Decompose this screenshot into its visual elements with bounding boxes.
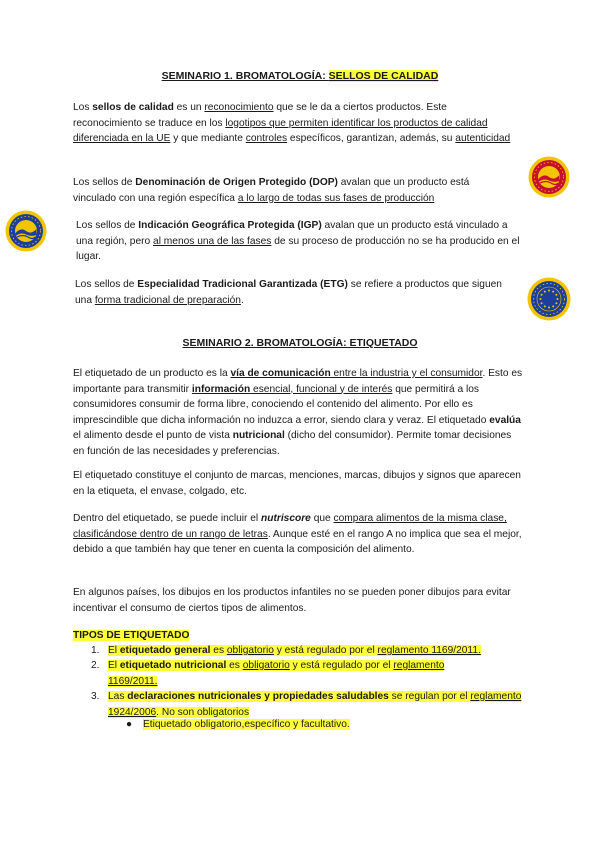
list-item-general-labeling: El etiquetado general es obligatorio y está regulado por el reglamento 1169/2011. <box>108 645 481 656</box>
dop-paragraph: Los sellos de Denominación de Origen Protegido (DOP) avalan que un producto está vinculado con una región específica a lo largo de todas sus fases de producción <box>73 177 470 204</box>
seals-intro-paragraph: Los sellos de calidad es un reconocimiento que se le da a ciertos productos. Este reconocimiento se traduce en los logotipos que permiten identificar los productos de calidad diferenciada en la UE y que mediante controles específicos, garantizan, además, su autenticidad <box>73 102 511 144</box>
seminar2-title: SEMINARIO 2. BROMATOLOGÍA: ETIQUETADO <box>182 337 418 349</box>
list-item-number-2: 2. <box>91 660 100 671</box>
nutriscore-paragraph: Dentro del etiquetado, se puede incluir el nutriscore que compara alimentos de la misma clase, clasificándose dentro de un rango de letras. Aunque esté en el rango A no implica que sea el mejor, debido a que también hay que tener en cuenta la composición del alimento. <box>73 513 522 555</box>
seminar1-title-prefix: SEMINARIO 1. BROMATOLOGÍA: <box>161 70 329 82</box>
list-item-number-3: 3. <box>91 691 100 702</box>
seminar1-title-highlight: SELLOS DE CALIDAD <box>328 70 439 82</box>
seminar1-title <box>0 70 600 82</box>
list-item-health-claims: Las declaraciones nutricionales y propiedades saludables se regulan por el reglamento 1924/2006. No son obligatorios <box>108 691 522 718</box>
sub-list-item: Etiquetado obligatorio,específico y facultativo. <box>143 719 350 730</box>
labeling-definition-paragraph: El etiquetado constituye el conjunto de marcas, menciones, marcas, dibujos y signos que aparecen en la etiqueta, el envase, colgado, etc. <box>73 470 521 497</box>
etg-paragraph: Los sellos de Especialidad Tradicional Garantizada (ETG) se refiere a productos que siguen una forma tradicional de preparación. <box>75 279 502 306</box>
igp-seal-icon <box>5 210 47 252</box>
tipos-heading: TIPOS DE ETIQUETADO <box>73 630 190 641</box>
dop-seal-icon <box>528 156 570 198</box>
list-item-nutritional-labeling: El etiquetado nutricional es obligatorio y está regulado por el reglamento 1169/2011. <box>108 660 445 687</box>
children-products-paragraph: En algunos países, los dibujos en los productos infantiles no se pueden poner dibujos para evitar incentivar el consumo de ciertos tipos de alimentos. <box>73 587 511 614</box>
list-item-number-1: 1. <box>91 645 100 656</box>
etg-seal-icon <box>527 277 571 321</box>
sub-bullet-icon: ● <box>126 719 133 730</box>
labeling-intro-paragraph: El etiquetado de un producto es la vía de comunicación entre la industria y el consumidor. Esto es importante para transmitir información esencial, funcional y de interés que permitirá a los consumidores consumir de forma libre, conociendo el contenido del alimento. Por ello es imprescindible que dicha información no induzca a error, siendo clara y veraz. El etiquetado evalúa el alimento desde el punto de vista nutricional (dicho del consumidor). Permite tomar decisiones en función de las necesidades y preferencias. <box>73 368 523 457</box>
igp-paragraph: Los sellos de Indicación Geográfica Protegida (IGP) avalan que un producto está vinculado a una región, pero al menos una de las fases de su proceso de producción no se ha producido en el lugar. <box>76 220 520 262</box>
